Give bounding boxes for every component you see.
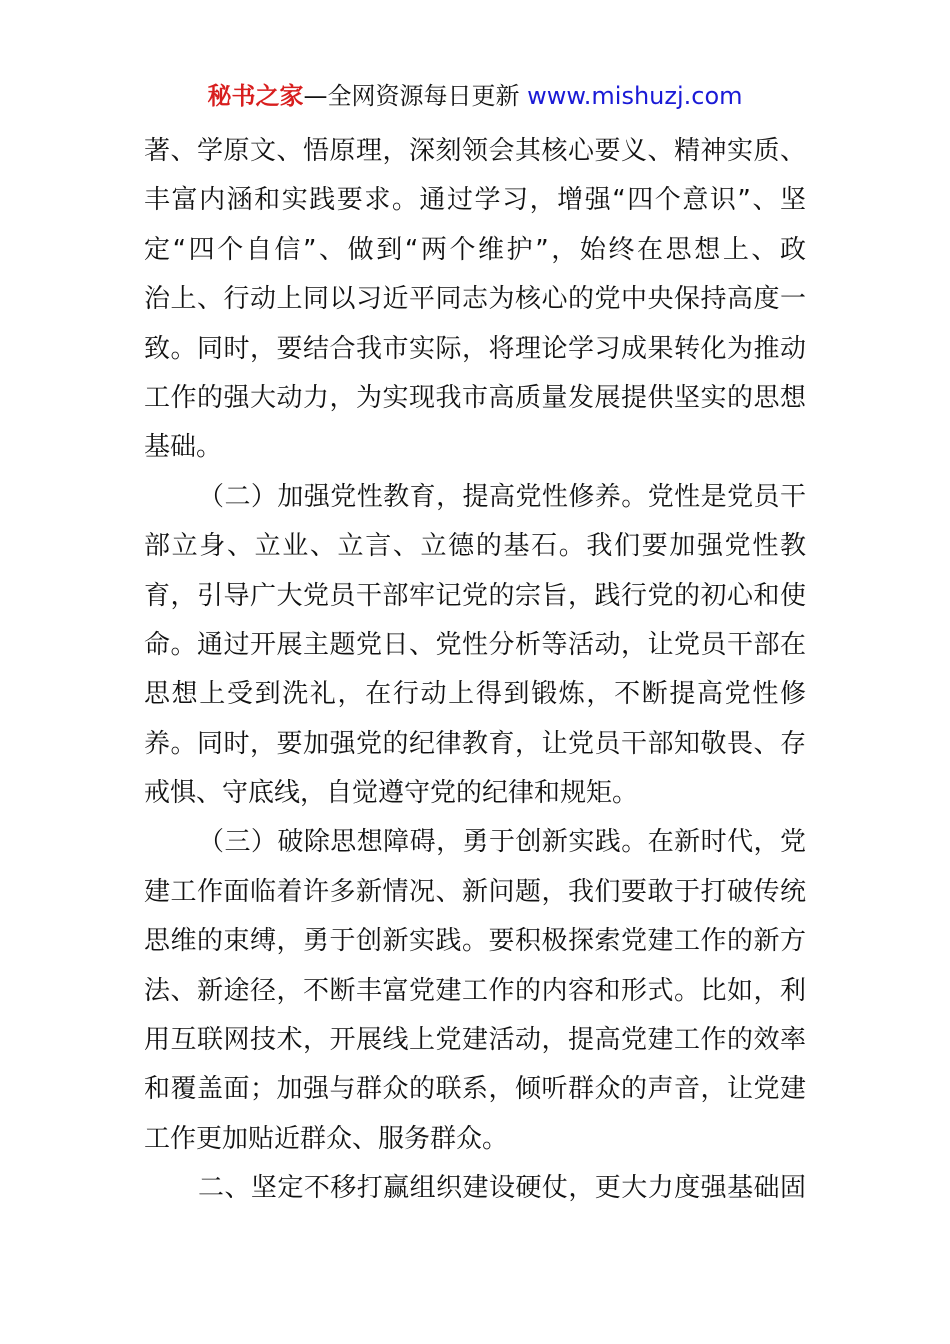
text-line: 致。同时，要结合我市实际，将理论学习成果转化为推动 xyxy=(144,333,806,364)
paragraph xyxy=(144,818,806,1164)
text-line: 基础。 xyxy=(144,432,223,463)
text-line: 工作更加贴近群众、服务群众。 xyxy=(144,1123,509,1154)
text-line: 部立身、立业、立言、立德的基石。我们要加强党性教 xyxy=(144,531,806,562)
text-line: 育，引导广大党员干部牢记党的宗旨，践行党的初心和使 xyxy=(144,580,806,611)
text-line: 戒惧、守底线，自觉遵守党的纪律和规矩。 xyxy=(144,778,639,809)
text-line: 丰富内涵和实践要求。通过学习，增强“四个意识”、坚 xyxy=(144,185,806,216)
paragraph xyxy=(144,473,806,819)
text-line: 思想上受到洗礼，在行动上得到锻炼，不断提高党性修 xyxy=(144,679,806,710)
text-line: 定“四个自信”、做到“两个维护”，始终在思想上、政 xyxy=(144,234,806,265)
text-line: 命。通过开展主题党日、党性分析等活动，让党员干部在 xyxy=(144,629,806,660)
paragraph-heading-line: （三）破除思想障碍，勇于创新实践。在新时代，党 xyxy=(198,827,806,858)
text-line: 用互联网技术，开展线上党建活动，提高党建工作的效率 xyxy=(144,1025,806,1056)
text-line: 养。同时，要加强党的纪律教育，让党员干部知敬畏、存 xyxy=(144,728,806,759)
document-body xyxy=(144,127,806,1214)
site-header xyxy=(0,80,950,112)
section-heading xyxy=(144,1164,806,1213)
site-tagline: —全网资源每日更新 xyxy=(303,82,520,110)
text-line: 思维的束缚，勇于创新实践。要积极探索党建工作的新方 xyxy=(144,926,806,957)
paragraph xyxy=(144,127,806,473)
site-url-link[interactable]: www.mishuzj.com xyxy=(527,82,743,110)
text-line: 和覆盖面；加强与群众的联系，倾听群众的声音，让党建 xyxy=(144,1074,806,1105)
text-line: 工作的强大动力，为实现我市高质量发展提供坚实的思想 xyxy=(144,382,806,413)
paragraph-heading-line: （二）加强党性教育，提高党性修养。党性是党员干 xyxy=(198,481,806,512)
text-line: 治上、行动上同以习近平同志为核心的党中央保持高度一 xyxy=(144,284,806,315)
text-line: 著、学原文、悟原理，深刻领会其核心要义、精神实质、 xyxy=(144,136,806,166)
section-heading-line: 二、坚定不移打赢组织建设硬仗，更大力度强基础固 xyxy=(198,1173,806,1204)
site-brand: 秘书之家 xyxy=(207,82,304,110)
text-line: 法、新途径，不断丰富党建工作的内容和形式。比如，利 xyxy=(144,975,806,1006)
text-line: 建工作面临着许多新情况、新问题，我们要敢于打破传统 xyxy=(144,876,806,907)
